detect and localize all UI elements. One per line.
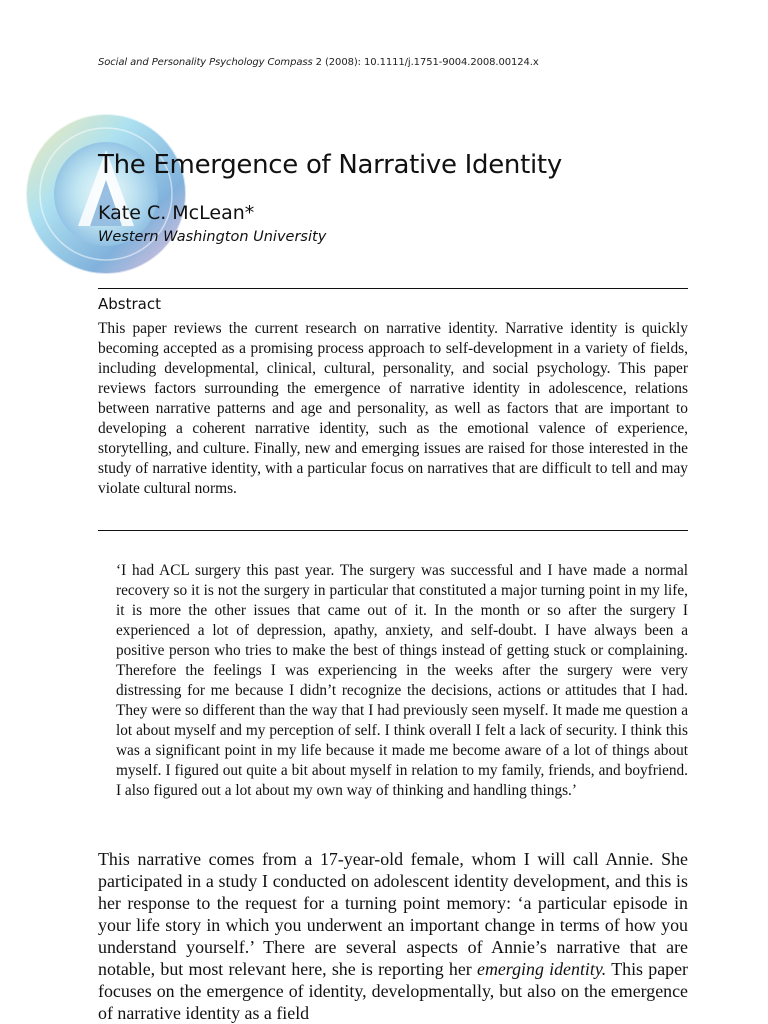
journal-citation — [98, 57, 539, 68]
author-name: Kate C. McLean* — [98, 202, 255, 224]
narrative-quote: ‘I had ACL surgery this past year. The surgery was successful and I have made a normal recovery so it is not the surgery in particular that constituted a major turning point in my life, it is more the other issues that came out of it. In the month or so after the surgery I experienced a lot of depression, apathy, anxiety, and self-doubt. I have always been a positive person who tries to make the best of things instead of getting stuck or complaining. Therefore the feelings I was experiencing in the weeks after the surgery were very distressing for me because I didn’t recognize the decisions, actions or attitudes that I had. They were so different than the way that I had previously seen myself. It made me question a lot about myself and my perception of self. I think overall I felt a lack of security. I think this was a significant point in my life because it made me become aware of a lot of things about myself. I figured out quite a bit about myself in relation to my family, friends, and boyfriend. I also figured out a lot about my own way of thinking and handling things.’ — [116, 562, 688, 799]
body-text-part1: This narrative comes from a 17-year-old female, whom I will call Annie. She participated in a study I conducted on adolescent identity development, and this is her response to the request for a turning point memory: ‘a particular episode in your life story in which you underwent an important change in terms of how you understand yourself.’ There are several aspects of Annie’s narrative that are notable, but most relevant here, she is reporting her — [98, 849, 688, 979]
abstract-heading: Abstract — [98, 295, 161, 313]
abstract-text: This paper reviews the current research on narrative identity. Narrative identity is quickly becoming accepted as a promising process approach to self-development in a variety of fields, including developmental, clinical, cultural, personality, and social psychology. This paper reviews factors surrounding the emergence of narrative identity in adolescence, relations between narrative patterns and age and personality, as well as factors that are important to developing a coherent narrative identity, such as the emotional valence of experience, storytelling, and culture. Finally, new and emerging issues are raised for those interested in the study of narrative identity, with a particular focus on narratives that are difficult to tell and may violate cultural norms. — [98, 320, 688, 497]
body-text-part2: This paper focuses on the emergence of identity, developmentally, but also on the emergence of narrative identity as a field — [98, 959, 688, 1023]
citation-details: 2 (2008): 10.1111/j.1751-9004.2008.00124.x — [312, 57, 539, 68]
body-paragraph — [98, 848, 688, 1024]
abstract-bottom-divider — [98, 530, 688, 531]
author-affiliation: Western Washington University — [98, 229, 327, 245]
article-title: The Emergence of Narrative Identity — [98, 150, 562, 180]
abstract-top-divider — [98, 288, 688, 289]
body-emphasis: emerging identity. — [477, 959, 607, 979]
journal-name: Social and Personality Psychology Compass — [98, 57, 313, 68]
journal-logo-icon — [20, 108, 192, 280]
